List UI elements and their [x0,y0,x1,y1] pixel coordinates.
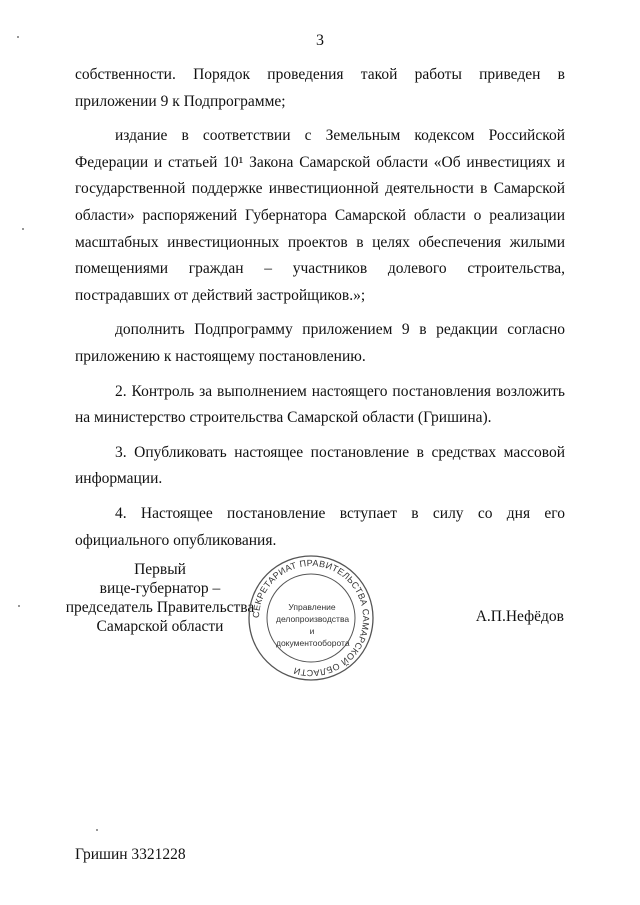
paragraph-continuation: собственности. Порядок проведения такой работы приведен в приложении 9 к Подпрограмме; [75,66,565,110]
document-body [75,62,565,562]
seal-center-text [276,601,348,649]
signatory-title-line: вице-губернатор – [99,580,221,597]
scan-artifact [96,829,98,831]
scan-artifact [18,605,20,607]
seal-inner-line: делопроизводства [276,614,350,624]
scan-artifact [17,36,19,38]
scan-artifact [22,228,24,230]
signatory-title [60,560,260,636]
paragraph-publish: 3. Опубликовать настоящее постановление в средствах массовой информации. [75,443,565,488]
signatory-name: А.П.Нефёдов [475,608,564,625]
paragraph-supplement: дополнить Подпрограмму приложением 9 в редакции согласно приложению к настоящему постановлению. [75,321,565,365]
signatory-title-line: Самарской области [96,618,224,635]
paragraph-effective: 4. Настоящее постановление вступает в силу со дня его официального опубликования. [75,504,565,549]
signatory-title-line: председатель Правительства [65,599,255,616]
signatory-title-line: Первый [134,561,186,578]
page-number: 3 [316,32,324,49]
seal-inner-line: Управление [288,602,336,612]
paragraph-issuance: издание в соответствии с Земельным кодексом Российской Федерации и статьей 10¹ Закона Самарской области «Об инвестициях и государственной поддержке инвестиционной деятельности в Самарской области» распоряжений Губернатора Самарской области о реализации масштабных инвестиционных проектов в целях обеспечения жилыми помещениями граждан – участников долевого строительства, пострадавших от действий застройщиков.»; [75,127,565,304]
seal-ring-text: СЕКРЕТАРИАТ ПРАВИТЕЛЬСТВА САМАРСКОЙ ОБЛАСТИ [250,557,372,679]
seal-inner-line: и документооборота [276,626,350,648]
executor-note: Гришин 3321228 [75,846,186,863]
paragraph-control: 2. Контроль за выполнением настоящего постановления возложить на министерство строительства Самарской области (Гришина). [75,382,565,427]
